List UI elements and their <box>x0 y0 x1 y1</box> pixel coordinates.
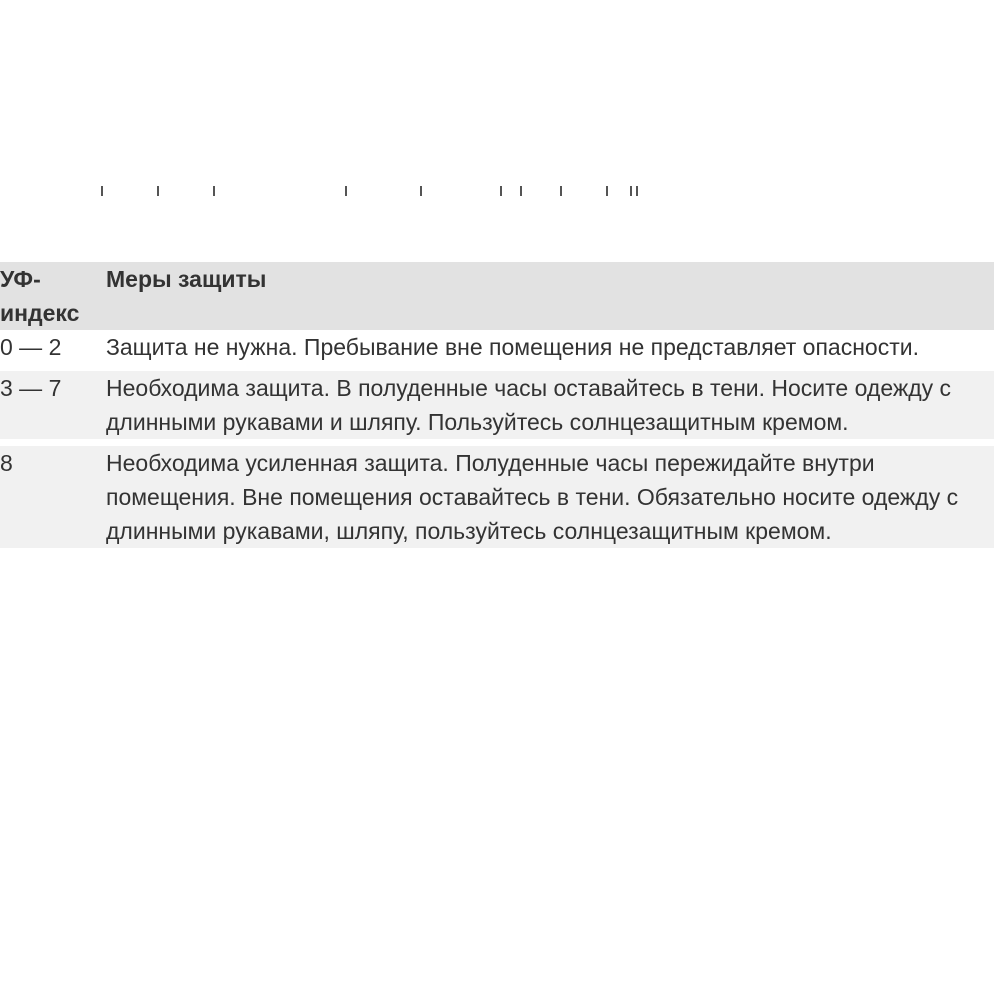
cropped-text-residue <box>0 186 1000 198</box>
residue-mark <box>213 186 215 196</box>
residue-mark <box>630 186 632 196</box>
table-row <box>0 446 994 548</box>
table-header-row <box>0 262 994 330</box>
residue-mark <box>345 186 347 196</box>
residue-mark <box>606 186 608 196</box>
header-protection-measures: Меры защиты <box>106 266 267 292</box>
residue-mark <box>157 186 159 196</box>
residue-mark <box>500 186 502 196</box>
header-uv-index: УФ-индекс <box>0 266 80 326</box>
row-separator <box>0 364 994 371</box>
uv-index-value: 0 — 2 <box>0 334 62 360</box>
uv-index-value: 3 — 7 <box>0 375 62 401</box>
residue-mark <box>636 186 638 196</box>
protection-measures-text: Защита не нужна. Пребывание вне помещения не представляет опасности. <box>106 334 919 360</box>
uv-index-table <box>0 262 994 548</box>
table-row <box>0 371 994 439</box>
uv-index-value: 8 <box>0 450 13 476</box>
row-separator <box>0 439 994 446</box>
protection-measures-text: Необходима защита. В полуденные часы оставайтесь в тени. Носите одежду с длинными рукавами и шляпу. Пользуйтесь солнцезащитным кремом. <box>106 375 952 435</box>
residue-mark <box>520 186 522 196</box>
residue-mark <box>420 186 422 196</box>
residue-mark <box>560 186 562 196</box>
table-row <box>0 330 994 364</box>
residue-mark <box>101 186 103 196</box>
protection-measures-text: Необходима усиленная защита. Полуденные часы пережидайте внутри помещения. Вне помещения оставайтесь в тени. Обязательно носите одежду с длинными рукавами, шляпу, пользуйтесь солнцезащитным кремом. <box>106 450 959 544</box>
